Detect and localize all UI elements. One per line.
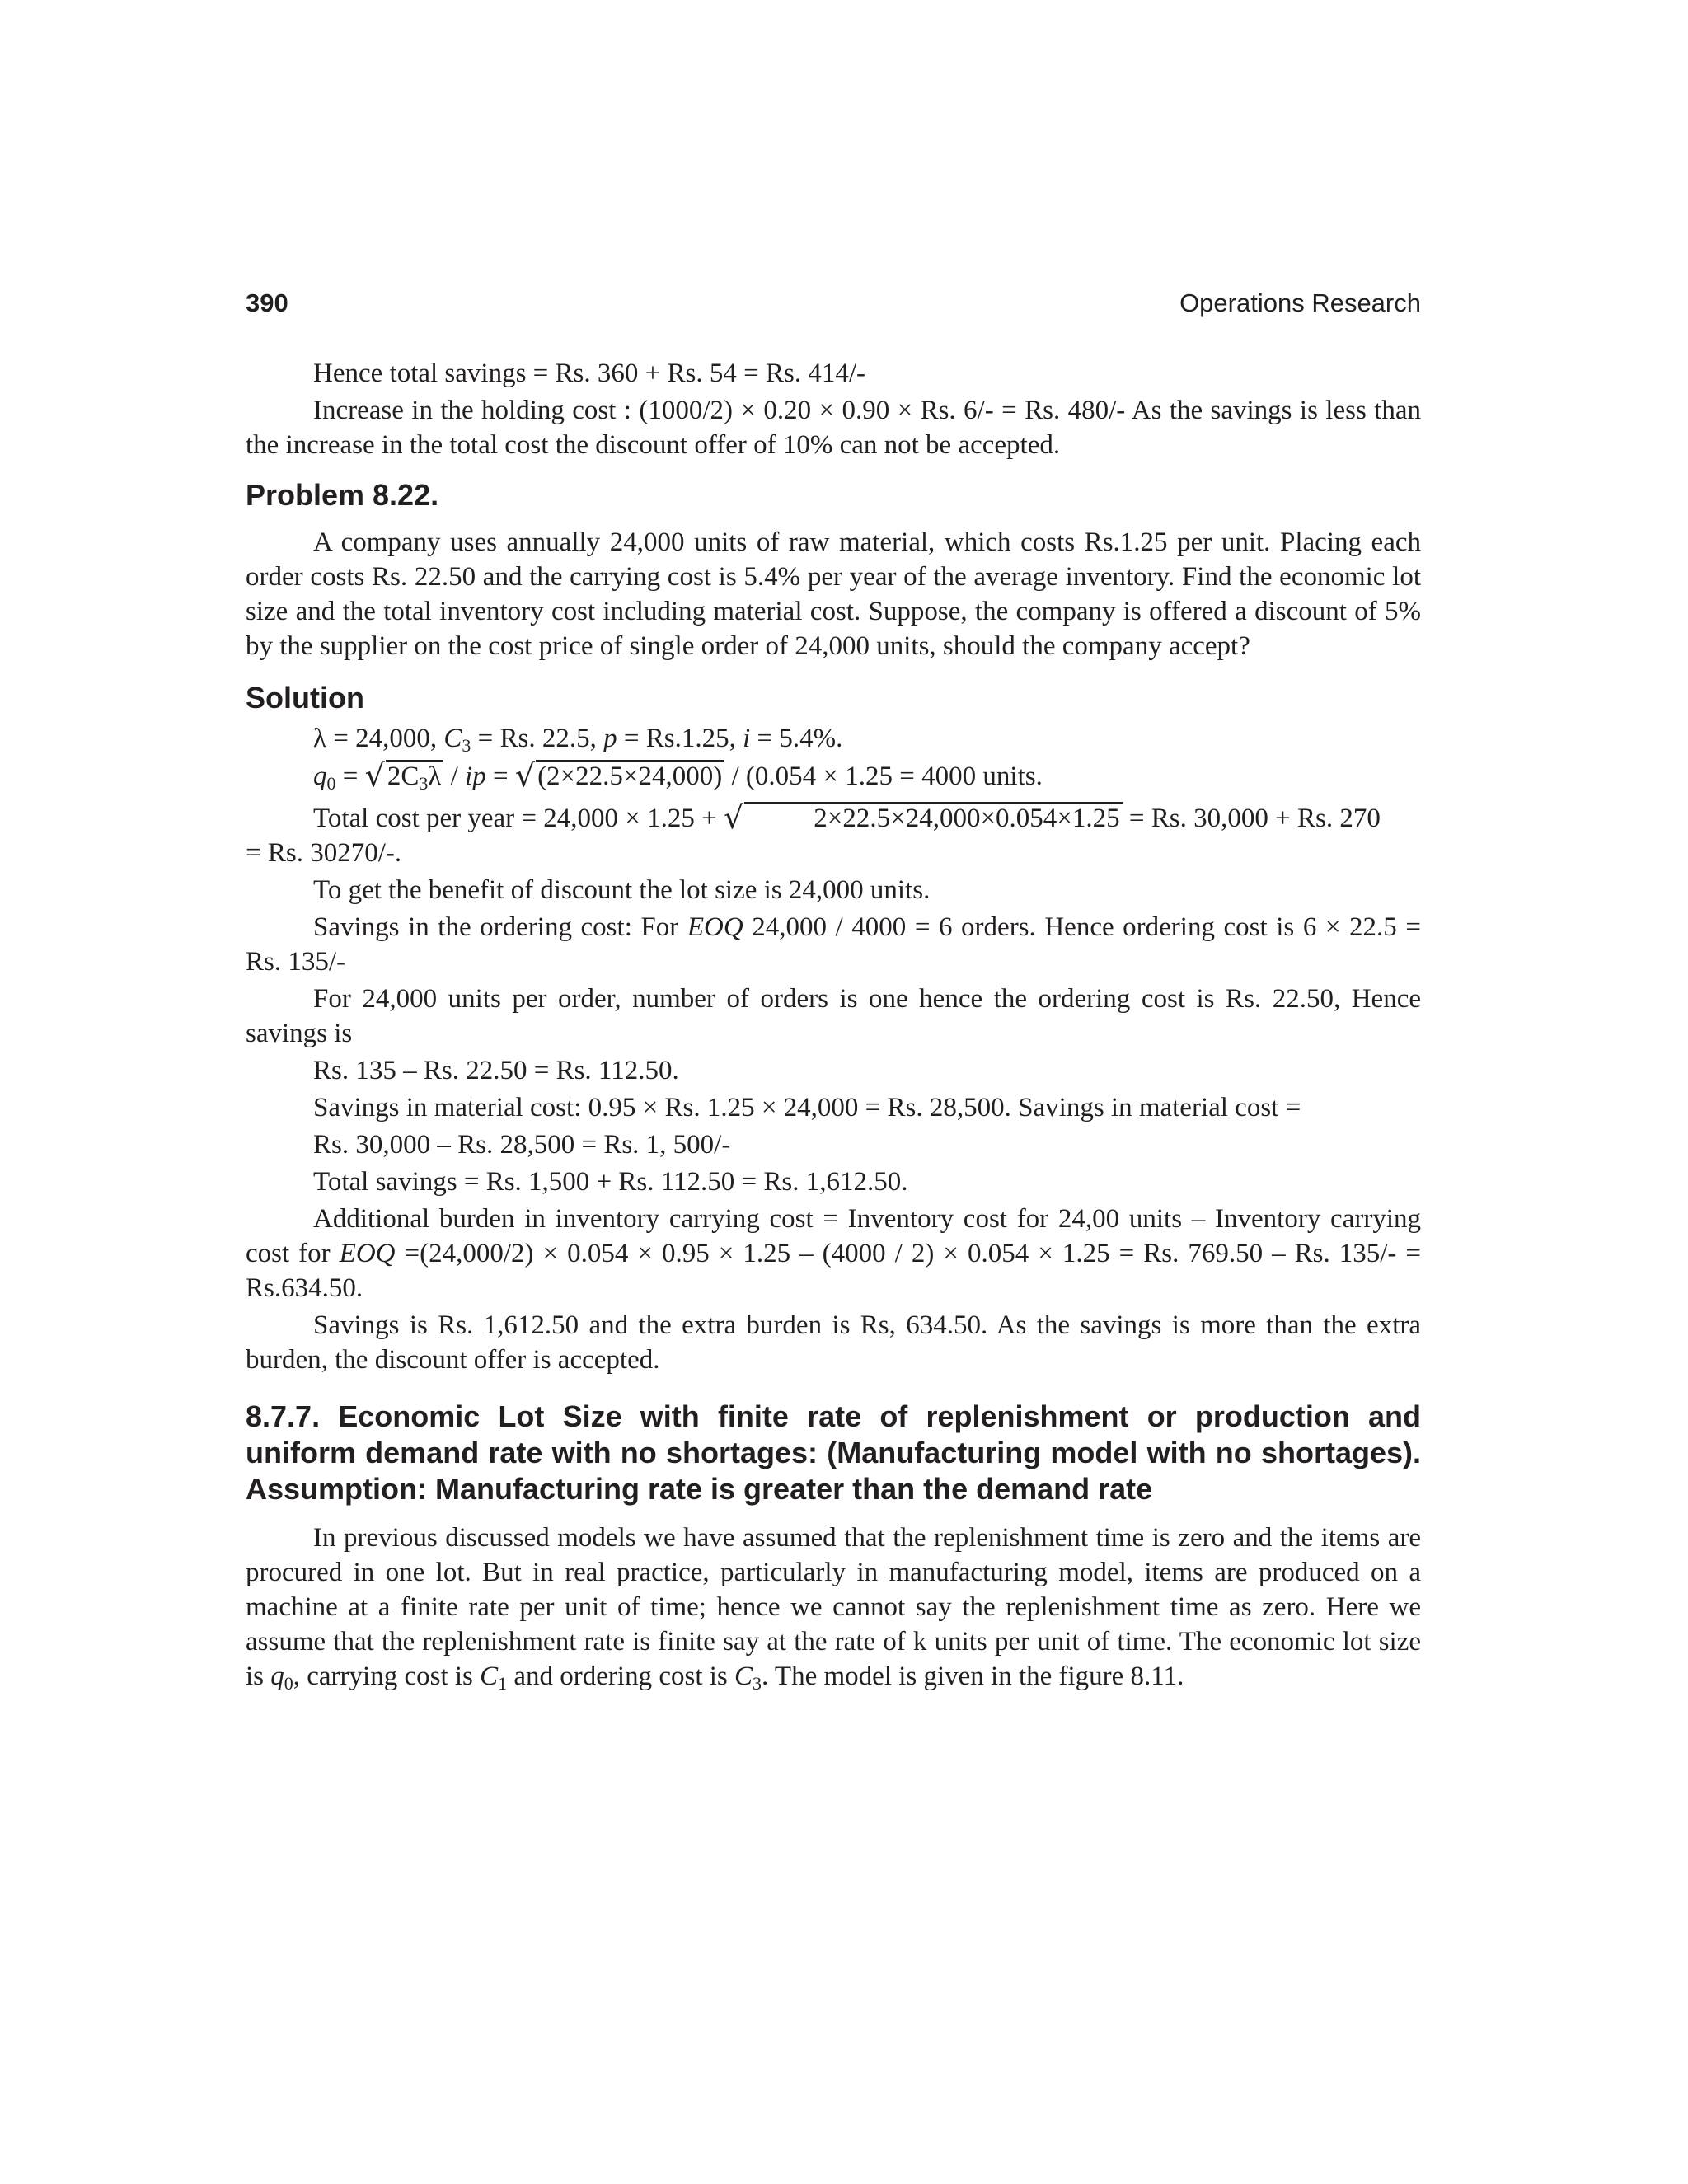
material-savings-value: Rs. 30,000 – Rs. 28,500 = Rs. 1, 500/- (313, 1130, 731, 1160)
benefit-line: To get the benefit of discount the lot size is 24,000 units. (313, 875, 931, 905)
ordering-savings (246, 910, 1421, 979)
q-subscript: 0 (326, 773, 336, 794)
radical-sign-3: √ (724, 799, 744, 836)
page-header (246, 288, 1421, 321)
c1-symbol: C (480, 1661, 499, 1691)
c3-value: = Rs. 22.5, (471, 724, 604, 753)
radicand-1-b: λ (428, 762, 442, 791)
ordering-difference: Rs. 135 – Rs. 22.50 = Rs. 112.50. (313, 1056, 679, 1085)
burden-text-a: Additional burden in inventory carrying cost = Inventory cost for 24,00 units – Inventory carrying cost for (246, 1204, 1421, 1268)
p-value: = Rs.1.25, (617, 724, 743, 753)
radicand-1 (386, 760, 444, 794)
total-cost-suffix: = Rs. 30,000 + Rs. 270 (1122, 804, 1381, 833)
eoq-result: / (0.054 × 1.25 = 4000 units. (724, 762, 1043, 791)
total-savings: Total savings = Rs. 1,500 + Rs. 112.50 = Rs. 1,612.50. (313, 1167, 908, 1197)
i-symbol: i (743, 724, 751, 753)
solution-heading: Solution (246, 681, 364, 715)
p-symbol: p (603, 724, 617, 753)
page-body (246, 356, 1421, 1696)
total-cost-prefix: Total cost per year = 24,000 × 1.25 + (313, 804, 724, 833)
radical-sign-2: √ (514, 757, 536, 794)
page-number: 390 (246, 288, 288, 317)
c3-subscript: 3 (462, 735, 471, 756)
per-order-paragraph: For 24,000 units per order, number of orders is one hence the ordering cost is Rs. 22.50, Hence savings is (246, 984, 1421, 1048)
q0-symbol: q (270, 1661, 284, 1691)
lambda-value: = 24,000, (326, 724, 444, 753)
running-title: Operations Research (1179, 288, 1421, 317)
section-text-a: In previous discussed models we have assumed that the replenishment time is zero and the items are procured in one lot. But in real practice, particularly in manufacturing model, items are produced on a machine at a finite rate per unit of time; hence we cannot say the replenishment time as zero. Here we assume that the replenishment rate is finite say at the rate of k units per unit of time. The economic lot size is (246, 1523, 1421, 1691)
problem-statement: A company uses annually 24,000 units of raw material, which costs Rs.1.25 per unit. Placing each order costs Rs. 22.50 and the carrying cost is 5.4% per year of the average inventory. Find the economic lot size and the total inventory cost including material cost. Suppose, the company is offered a discount of 5% by the supplier on the cost price of single order of 24,000 units, should the company accept? (246, 527, 1421, 661)
lambda-symbol: λ (313, 724, 327, 753)
eoq-term: EOQ (687, 912, 743, 942)
section-paragraph (246, 1521, 1421, 1694)
given-values (246, 721, 1421, 756)
conclusion-paragraph: Savings is Rs. 1,612.50 and the extra burden is Rs, 634.50. As the savings is more than the extra burden, the discount offer is accepted. (246, 1310, 1421, 1375)
section-text-c: and ordering cost is (507, 1661, 734, 1691)
section-text-d: . The model is given in the figure 8.11. (762, 1661, 1184, 1691)
ip-symbol: ip (465, 762, 486, 791)
ordering-text-b: 24,000 / 4000 = 6 orders. Hence ordering cost is 6 × 22.5 = Rs. 135/- (246, 912, 1421, 977)
c3-subscript-2: 3 (753, 1673, 762, 1694)
radicand-1-a: 2C (387, 762, 420, 791)
radicand-1-sub: 3 (419, 773, 429, 794)
c3-symbol: C (443, 724, 462, 753)
c1-subscript: 1 (498, 1673, 508, 1694)
material-savings: Savings in material cost: 0.95 × Rs. 1.25 × 24,000 = Rs. 28,500. Savings in material cost = (313, 1093, 1301, 1122)
q0-subscript: 0 (284, 1673, 293, 1694)
equals-sign-2: = (485, 762, 515, 791)
total-cost-result: = Rs. 30270/-. (246, 838, 402, 868)
eoq-formula (246, 758, 1421, 794)
burden-paragraph (246, 1202, 1421, 1305)
c3-symbol-2: C (734, 1661, 753, 1691)
slash: / (443, 762, 466, 791)
q-symbol: q (313, 762, 327, 791)
burden-text-b: =(24,000/2) × 0.054 × 0.95 × 1.25 – (4000 / 2) × 0.054 × 1.25 = Rs. 769.50 – Rs. 135/- = Rs.634.50. (246, 1239, 1421, 1303)
total-cost-paragraph (246, 800, 1421, 870)
section-heading: 8.7.7. Economic Lot Size with finite rate of replenishment or production and uniform demand rate with no shortages: (Manufacturing model with no shortages). Assumption: Manufacturing rate is greater than the demand rate (246, 1399, 1421, 1506)
section-text-b: , carrying cost is (293, 1661, 481, 1691)
savings-line: Hence total savings = Rs. 360 + Rs. 54 = Rs. 414/- (313, 359, 865, 388)
eoq-term-2: EOQ (339, 1239, 396, 1268)
radical-sign: √ (364, 757, 385, 794)
problem-heading: Problem 8.22. (246, 478, 439, 512)
equals-sign: = (335, 762, 365, 791)
i-value: = 5.4%. (750, 724, 843, 753)
ordering-text-a: Savings in the ordering cost: For (313, 912, 687, 942)
holding-cost-paragraph: Increase in the holding cost : (1000/2) × 0.20 × 0.90 × Rs. 6/- = Rs. 480/- As the savings is less than the increase in the total cost the discount offer of 10% can not be accepted. (246, 396, 1421, 460)
radicand-2: (2×22.5×24,000) (536, 760, 724, 791)
total-cost-radicand: 2×22.5×24,000×0.054×1.25 (744, 802, 1122, 833)
